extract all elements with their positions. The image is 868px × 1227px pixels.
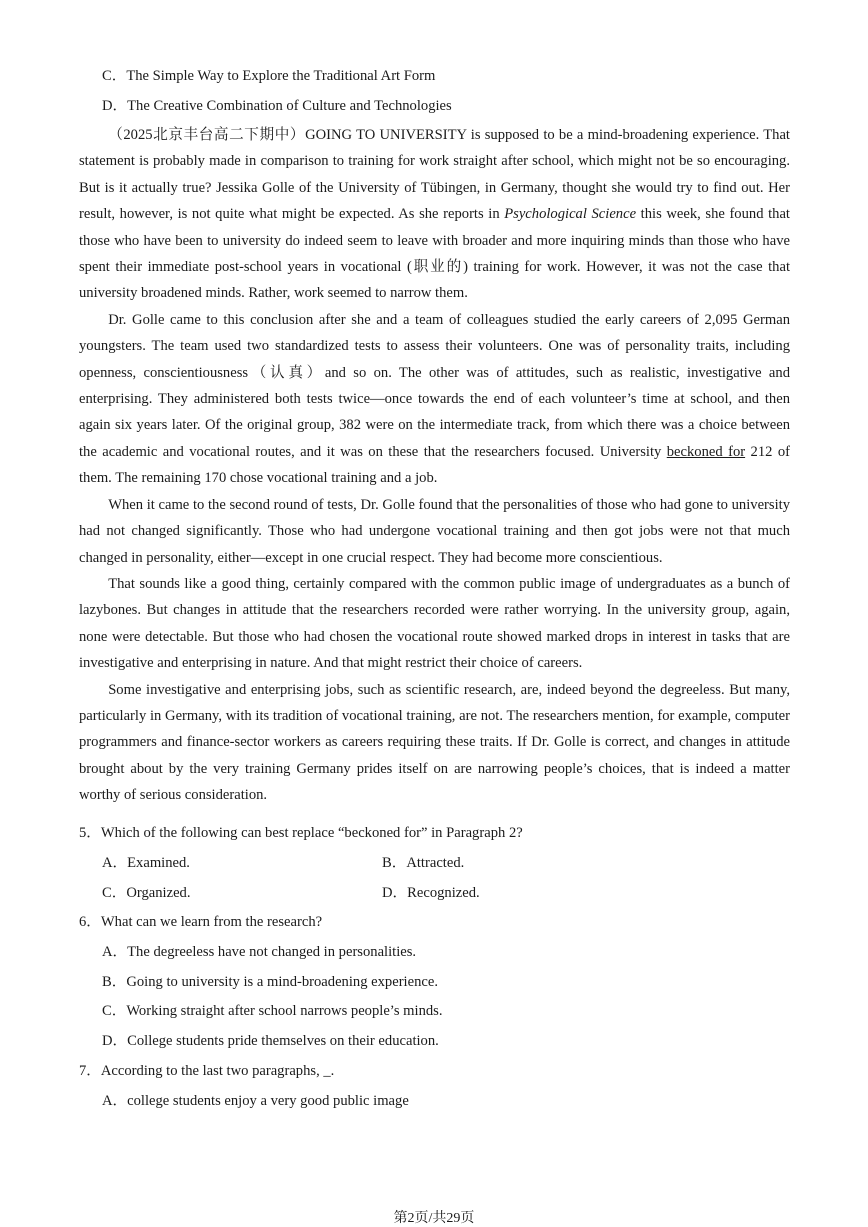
passage-source: （2025北京丰台高二下期中） (108, 127, 306, 143)
journal-title: Psychological Science (504, 206, 637, 223)
page-number-footer: 第2页/共29页 (393, 1211, 475, 1226)
q6-option-d: D．College students pride themselves on their education. (102, 1033, 439, 1049)
q5-option-a: A．Examined. (102, 855, 190, 871)
paragraph-2: Dr. Golle came to this conclusion after she and a team of colleagues studied the early careers of 2,095 German youngsters. The team used two standardized tests to assess their volunteers. One was of personality traits, including openness, conscientiousness（认真）and so on. The other was of attitudes, such as realistic, investigative and enterprising. They administered both tests twice—once towards the end of each volunteer’s time at school, and then again six years later. Of the original group, 382 were on the intermediate track, from which there was a choice between the academic and vocational routes, and it was on these that the researchers focused. University beckoned for 212 of them. The remaining 170 chose vocational training and a job. (79, 311, 790, 487)
passage (79, 122, 790, 809)
q5-option-d: D．Recognized. (382, 885, 480, 901)
question-7-stem: 7．According to the last two paragraphs, _. (79, 1063, 335, 1079)
prev-option-c: C．The Simple Way to Explore the Traditional Art Form (102, 68, 436, 84)
q6-option-b: B．Going to university is a mind-broadening experience. (102, 974, 438, 990)
q7-option-a: A．college students enjoy a very good public image (102, 1093, 409, 1109)
paragraph-3: When it came to the second round of tests, Dr. Golle found that the personalities of those who had gone to university had not changed significantly. Those who had undergone vocational training and then got jobs were not that much changed in personality, either—except in one crucial respect. They had become more conscientious. (79, 496, 790, 566)
q5-option-b: B．Attracted. (382, 855, 465, 871)
q6-option-a: A．The degreeless have not changed in personalities. (102, 944, 417, 960)
question-5-stem: 5．Which of the following can best replace “beckoned for” in Paragraph 2? (79, 825, 523, 841)
question-6-stem: 6．What can we learn from the research? (79, 914, 323, 930)
paragraph-4: That sounds like a good thing, certainly compared with the common public image of undergraduates as a bunch of lazybones. But changes in attitude that the researchers recorded were rather worrying. In the university group, again, none were detectable. But those who had chosen the vocational route showed marked drops in interest in tasks that are investigative and enterprising in nature. And that might restrict their choice of careers. (79, 575, 790, 672)
paragraph-5: Some investigative and enterprising jobs, such as scientific research, are, indeed beyond the degreeless. But many, particularly in Germany, with its tradition of vocational training, are not. The researchers mention, for example, computer programmers and finance-sector workers as careers requiring these traits. If Dr. Golle is correct, and changes in attitude brought about by the very training Germany prides itself on are narrowing people’s choices, that is indeed a matter worthy of serious consideration. (79, 681, 790, 804)
q6-option-c: C．Working straight after school narrows people’s minds. (102, 1003, 443, 1019)
underlined-phrase: beckoned for (666, 443, 746, 460)
paragraph-1: （2025北京丰台高二下期中）GOING TO UNIVERSITY is supposed to be a mind-broadening experience. That statement is probably made in comparison to training for work straight after school, which might not be so encouraging. But is it actually true? Jessika Golle of the University of Tübingen, in Germany, thought she would try to find out. Her result, however, is not quite what might be expected. As she reports in Psychological Science this week, she found that those who have been to university do indeed seem to leave with broader and more inquiring minds than those who have spent their immediate post-school years in vocational (职业的) training for work. However, it was not the case that university broadened minds. Rather, work seemed to narrow them. (79, 127, 790, 302)
q5-option-c: C．Organized. (102, 885, 191, 901)
prev-option-d: D．The Creative Combination of Culture and Technologies (102, 98, 452, 114)
